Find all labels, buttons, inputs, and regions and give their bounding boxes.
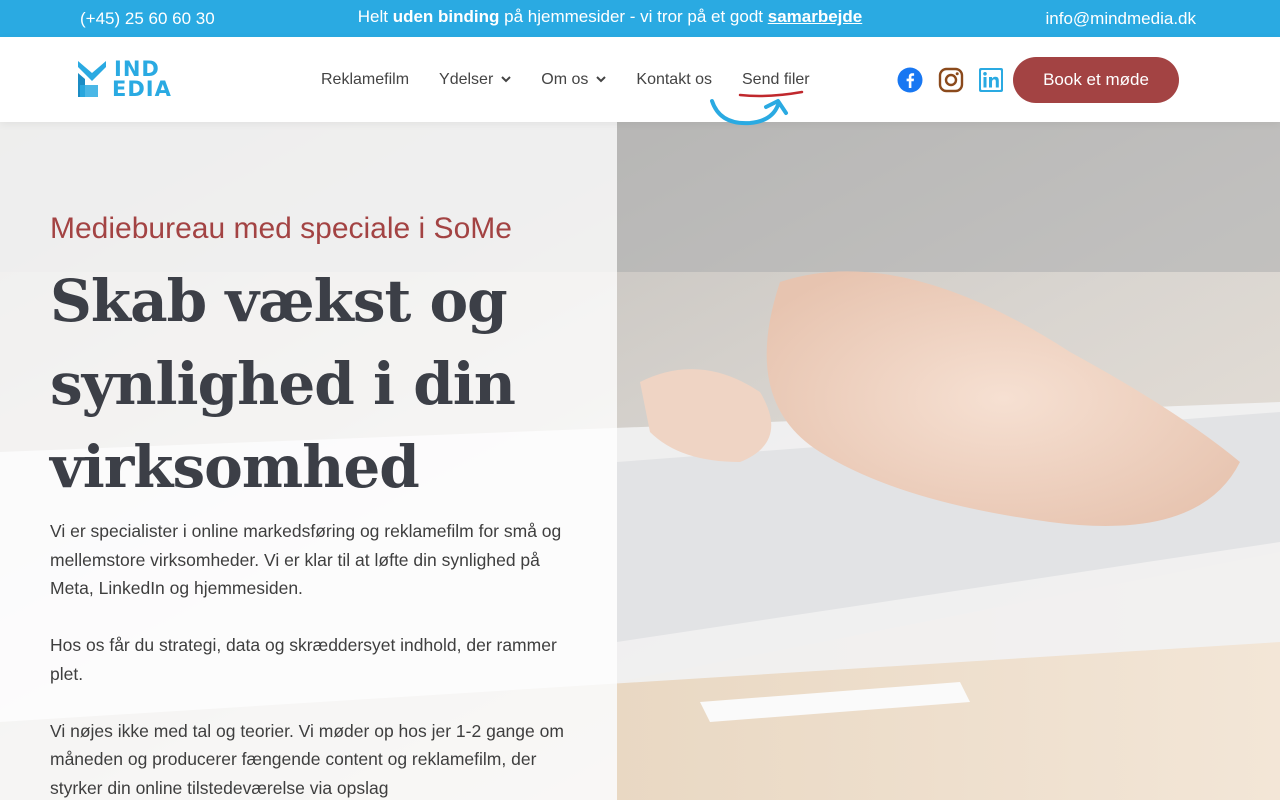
headline-line-1: Skab vækst og	[50, 267, 507, 335]
hero-section	[0, 122, 1280, 800]
curved-arrow-icon	[708, 95, 794, 141]
email-link[interactable]: info@mindmedia.dk	[1045, 9, 1196, 28]
facebook-icon[interactable]	[897, 67, 923, 93]
mindmedia-logo[interactable]	[76, 59, 196, 101]
promo-link-samarbejde[interactable]: samarbejde	[767, 7, 863, 26]
nav-item-kontakt-os[interactable]	[636, 71, 712, 89]
nav-label: Ydelser	[439, 71, 494, 88]
hero-paragraph-2: Hos os får du strategi, data og skræddersyet indhold, der rammer plet.	[50, 635, 557, 684]
instagram-icon[interactable]	[938, 67, 964, 93]
linkedin-icon[interactable]	[978, 67, 1004, 93]
nav-item-send-filer[interactable]	[742, 71, 810, 89]
headline-line-3: virksomhed	[50, 433, 419, 501]
promo-middle: på hjemmesider - vi tror på et godt	[499, 7, 768, 26]
chevron-down-icon	[501, 75, 511, 86]
nav-label: Om os	[541, 71, 589, 88]
nav-label: Reklamefilm	[321, 71, 410, 88]
nav-label: Send filer	[742, 71, 810, 88]
hero-headline	[50, 260, 590, 509]
promo-text	[0, 7, 1220, 27]
hero-body-text	[50, 517, 570, 800]
promo-bold: uden binding	[392, 7, 500, 26]
nav-item-ydelser[interactable]	[439, 71, 511, 89]
main-navigation	[321, 71, 840, 89]
promo-prefix: Helt	[357, 7, 393, 26]
nav-item-om-os[interactable]	[541, 71, 606, 89]
hero-kicker: Mediebureau med speciale i SoMe	[50, 212, 512, 245]
logo-m-icon	[76, 59, 110, 99]
hero-paragraph-3: Vi nøjes ikke med tal og teorier. Vi møder op hos jer 1-2 gange om måneden og producerer fængende content og reklamefilm, der styrker din online tilstedeværelse via opslag	[50, 720, 564, 798]
site-header	[0, 37, 1280, 122]
top-announcement-bar	[0, 0, 1280, 37]
hero-paragraph-1: Vi er specialister i online markedsføring og reklamefilm for små og mellemstore virksomheder. Vi er klar til at løfte din synlighed på Meta, LinkedIn og hjemmesiden.	[50, 521, 562, 598]
chevron-down-icon	[596, 75, 606, 86]
logo-text	[114, 59, 172, 99]
nav-label: Kontakt os	[636, 71, 712, 88]
logo-line-2: EDIA	[112, 77, 172, 101]
book-meeting-button[interactable]: Book et møde	[1013, 57, 1179, 103]
phone-number[interactable]: (+45) 25 60 60 30	[80, 9, 215, 28]
nav-item-reklamefilm[interactable]	[321, 71, 409, 89]
logo-line-1: IND	[114, 57, 160, 81]
headline-line-2: synlighed i din	[50, 350, 515, 418]
